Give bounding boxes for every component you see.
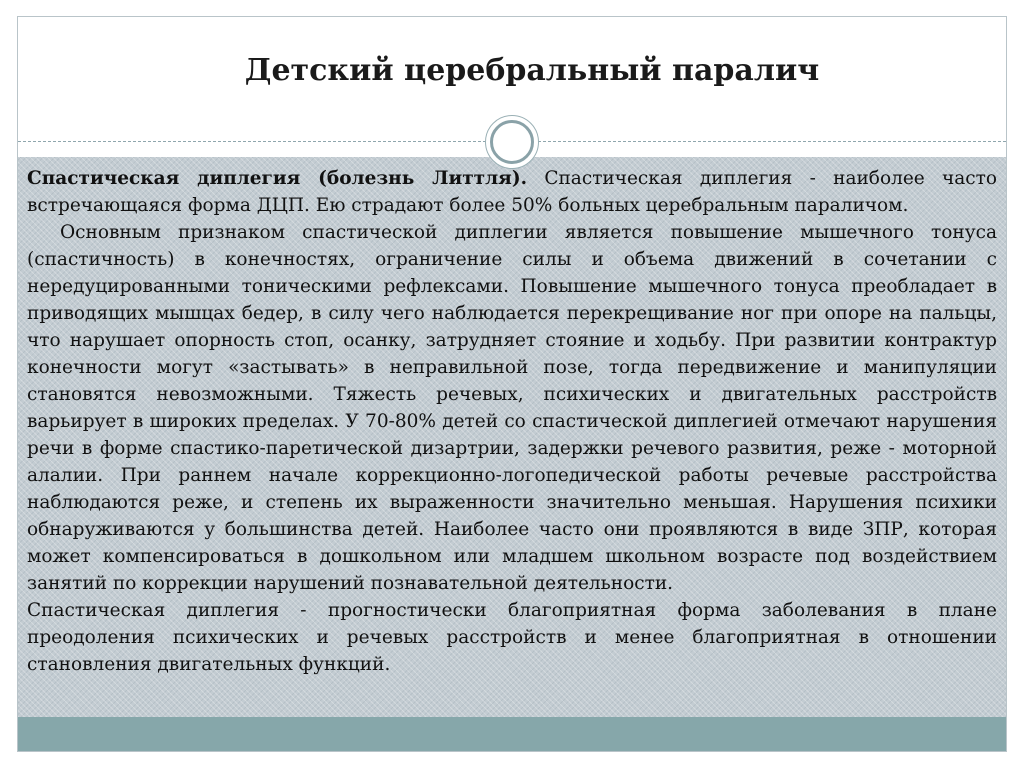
slide-body xyxy=(27,165,997,678)
paragraph-2: Основным признаком спастической диплегии является повышение мышечного тонуса (спастичность) в конечностях, ограничение силы и объема движений в сочетании с нередуцированными тоническими рефлексами. Повышение мышечного тонуса преобладает в приводящих мышцах бедер, в силу чего наблюдается перекрещивание ног при опоре на пальцы, что нарушает опорность стоп, осанку, затрудняет стояние и ходьбу. При развитии контрактур конечности могут «застывать» в неправильной позе, тогда передвижение и манипуляции становятся невозможными. Тяжесть речевых, психических и двигательных расстройств варьирует в широких пределах. У 70-80% детей со спастической диплегией отмечают нарушения речи в форме спастико-паретической дизартрии, задержки речевого развития, реже - моторной алалии. При раннем начале коррекционно-логопедической работы речевые расстройства наблюдаются реже, и степень их выраженности значительно меньшая. Нарушения психики обнаруживаются у большинства детей. Наиболее часто они проявляются в виде ЗПР, которая может компенсироваться в дошкольном или младшем школьном возрасте под воздействием занятий по коррекции нарушений познавательной деятельности. xyxy=(27,222,997,594)
paragraph-1-text: Спастическая диплегия - наиболее часто встречающаяся форма ДЦП. Ею страдают более 50% больных церебральным параличом. xyxy=(27,168,998,216)
slide-title: Детский церебральный паралич xyxy=(244,53,820,88)
bottom-band xyxy=(18,717,1006,751)
circle-ornament-inner xyxy=(490,120,534,164)
paragraph-3: Спастическая диплегия - прогностически благоприятная форма заболевания в плане преодоления психических и речевых расстройств и менее благоприятная в отношении становления двигательных функций. xyxy=(27,600,997,675)
paragraph-1 xyxy=(27,165,997,219)
circle-ornament-icon xyxy=(485,115,539,169)
paragraph-1-lead: Спастическая диплегия (болезнь Литтля). xyxy=(27,168,528,189)
